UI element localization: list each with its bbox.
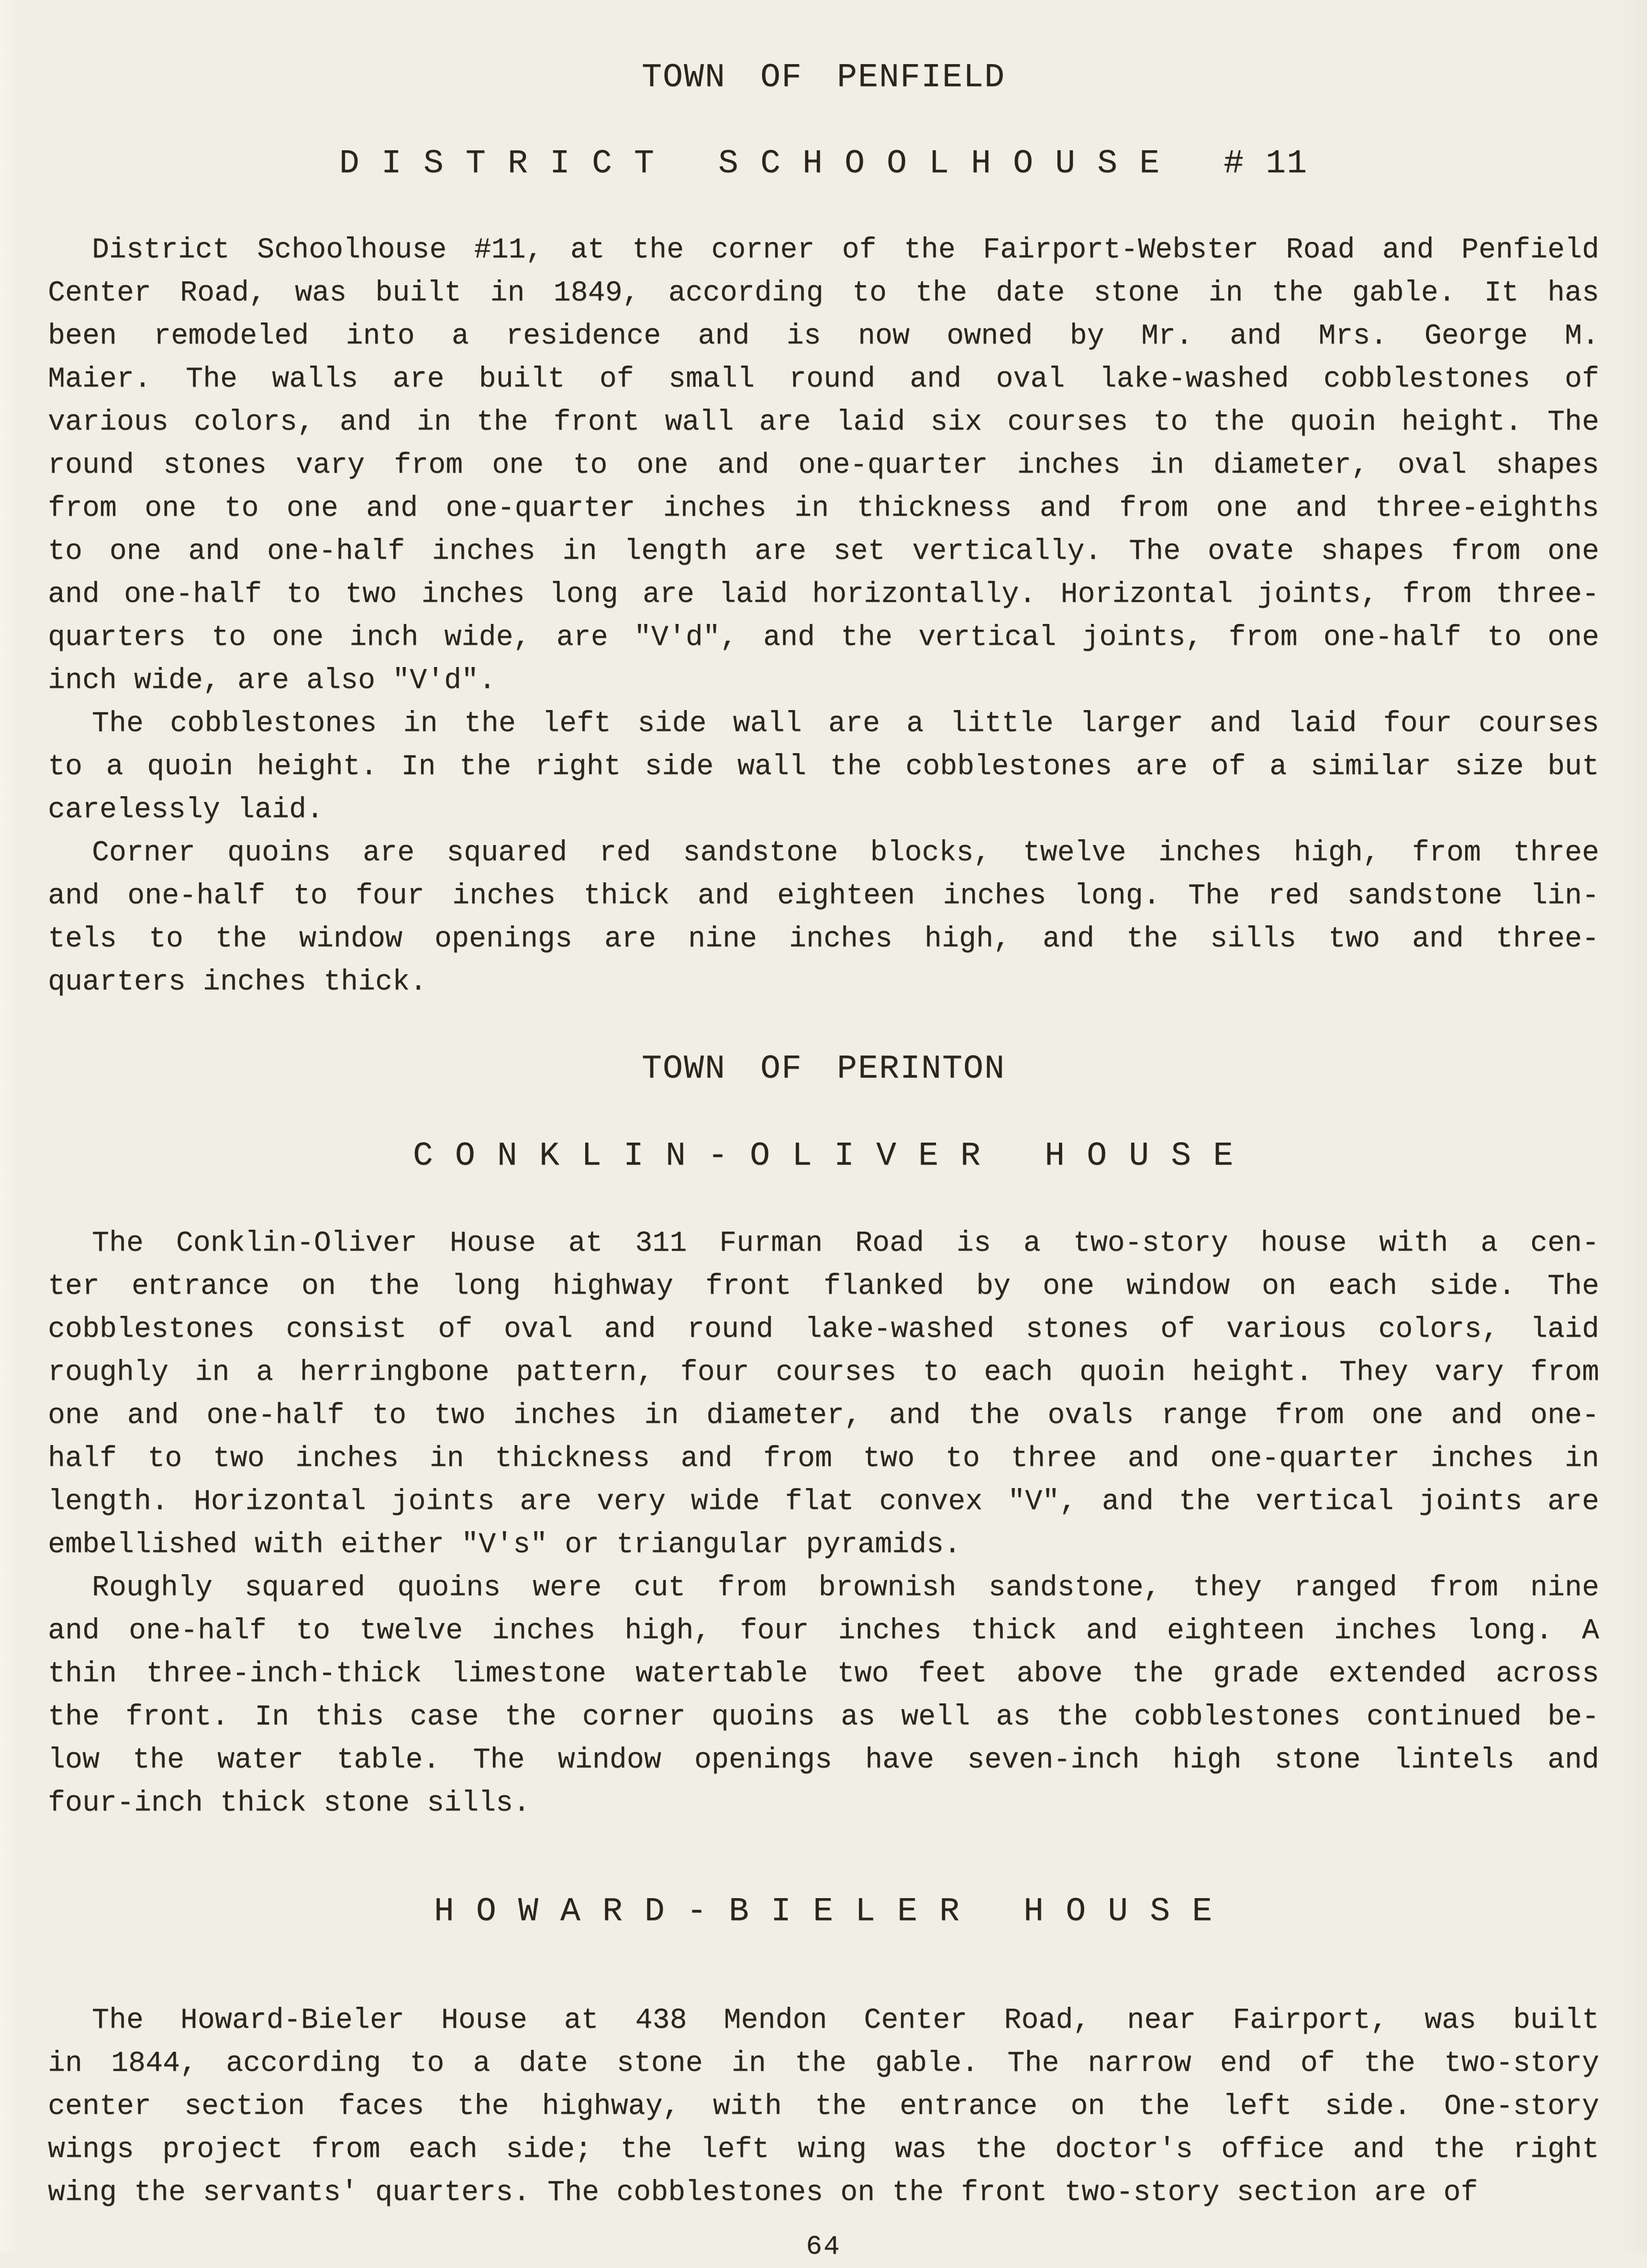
text-line: roughly in a herringbone pattern, four courses to each quoin height. They vary from	[48, 1356, 1599, 1389]
text-line: been remodeled into a residence and is now owned by Mr. and Mrs. George M.	[48, 320, 1599, 353]
howard-bieler-paragraph-1	[48, 1999, 1599, 2214]
text-line: quarters to one inch wide, are "V'd", and the vertical joints, from one-half to one	[48, 622, 1599, 654]
text-line: inch wide, are also "V'd".	[48, 665, 496, 697]
town-heading-penfield: TOWN OF PENFIELD	[641, 59, 1006, 97]
building-heading-conklin-oliver-house: C O N K L I N - O L I V E R H O U S E	[412, 1137, 1235, 1175]
text-line: cobblestones consist of oval and round lake-washed stones of various colors, laid	[48, 1313, 1599, 1346]
text-line: four-inch thick stone sills.	[48, 1787, 531, 1820]
text-line: carelessly laid.	[48, 794, 324, 826]
text-line: thin three-inch-thick limestone watertable two feet above the grade extended across	[48, 1658, 1599, 1690]
text-line: tels to the window openings are nine inches high, and the sills two and three-	[48, 923, 1599, 956]
text-line: length. Horizontal joints are very wide flat convex "V", and the vertical joints are	[48, 1486, 1599, 1518]
text-line: and one-half to two inches long are laid horizontally. Horizontal joints, from three-	[48, 578, 1599, 611]
text-line: one and one-half to two inches in diameter, and the ovals range from one and one-	[48, 1400, 1599, 1432]
text-line: the front. In this case the corner quoins as well as the cobblestones continued be-	[48, 1701, 1599, 1734]
page-content	[48, 56, 1599, 2214]
text-line: wings project from each side; the left wing was the doctor's office and the right	[48, 2134, 1599, 2166]
text-line: from one to one and one-quarter inches in thickness and from one and three-eighths	[48, 492, 1599, 525]
conklin-oliver-paragraph-1	[48, 1222, 1599, 1567]
text-line: The Howard-Bieler House at 438 Mendon Center Road, near Fairport, was built	[92, 2004, 1599, 2037]
text-line: half to two inches in thickness and from two to three and one-quarter inches in	[48, 1443, 1599, 1475]
text-line: wing the servants' quarters. The cobblestones on the front two-story section are of	[48, 2177, 1478, 2209]
text-line: The Conklin-Oliver House at 311 Furman Road is a two-story house with a cen-	[92, 1227, 1599, 1260]
text-line: quarters inches thick.	[48, 966, 427, 999]
text-line: embellished with either "V's" or triangular pyramids.	[48, 1529, 961, 1561]
town-heading-perinton: TOWN OF PERINTON	[641, 1050, 1006, 1088]
text-line: ter entrance on the long highway front flanked by one window on each side. The	[48, 1270, 1599, 1303]
text-line: and one-half to twelve inches high, four inches thick and eighteen inches long. A	[48, 1615, 1599, 1647]
text-line: round stones vary from one to one and one-quarter inches in diameter, oval shapes	[48, 449, 1599, 482]
text-line: and one-half to four inches thick and eighteen inches long. The red sandstone lin-	[48, 880, 1599, 912]
text-line: Center Road, was built in 1849, according to the date stone in the gable. It has	[48, 277, 1599, 310]
text-line: Roughly squared quoins were cut from brownish sandstone, they ranged from nine	[92, 1572, 1599, 1604]
schoolhouse-paragraph-3	[48, 832, 1599, 1004]
text-line: Corner quoins are squared red sandstone blocks, twelve inches high, from three	[92, 837, 1599, 869]
text-line: The cobblestones in the left side wall are a little larger and laid four courses	[92, 708, 1599, 740]
text-line: in 1844, according to a date stone in the gable. The narrow end of the two-story	[48, 2047, 1599, 2080]
schoolhouse-paragraph-1	[48, 229, 1599, 702]
text-line: center section faces the highway, with the entrance on the left side. One-story	[48, 2090, 1599, 2123]
building-heading-howard-bieler-house: H O W A R D - B I E L E R H O U S E	[434, 1893, 1213, 1931]
text-line: to a quoin height. In the right side wall the cobblestones are of a similar size but	[48, 751, 1599, 783]
page-number: 64	[806, 2231, 841, 2262]
building-heading-district-schoolhouse-11: D I S T R I C T S C H O O L H O U S E # 11	[339, 145, 1308, 183]
text-line: to one and one-half inches in length are set vertically. The ovate shapes from one	[48, 535, 1599, 568]
conklin-oliver-paragraph-2	[48, 1567, 1599, 1825]
text-line: District Schoolhouse #11, at the corner of the Fairport-Webster Road and Penfield	[92, 234, 1599, 267]
text-line: low the water table. The window openings have seven-inch high stone lintels and	[48, 1744, 1599, 1777]
text-line: Maier. The walls are built of small round and oval lake-washed cobblestones of	[48, 363, 1599, 396]
text-line: various colors, and in the front wall are laid six courses to the quoin height. The	[48, 406, 1599, 439]
schoolhouse-paragraph-2	[48, 702, 1599, 832]
